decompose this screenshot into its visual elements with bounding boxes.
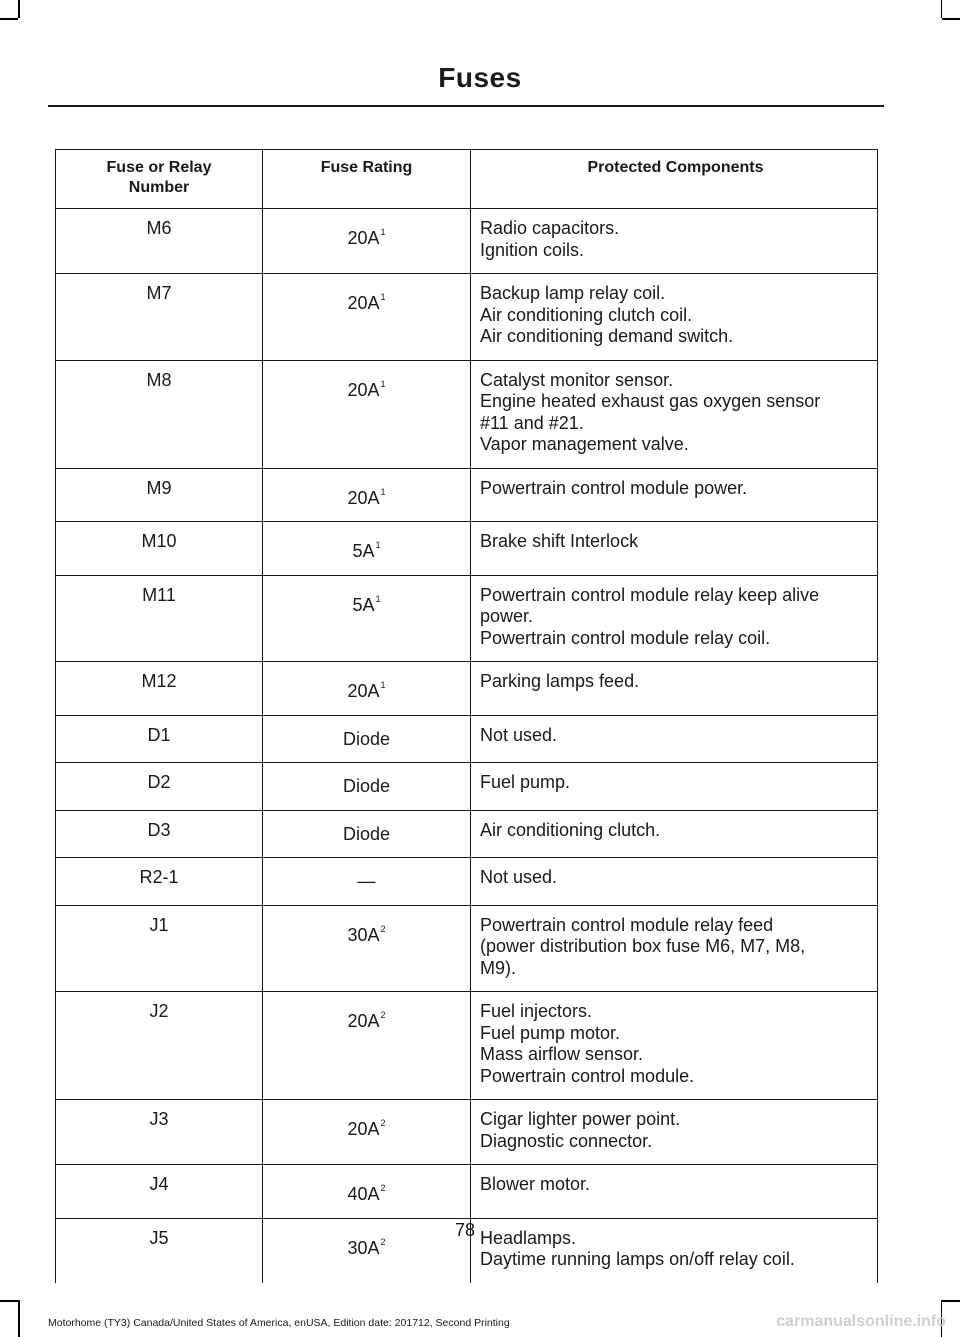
fuse-rating-cell [263, 905, 471, 992]
fuse-rating-cell [263, 575, 471, 662]
component-line: Catalyst monitor sensor. [480, 369, 674, 390]
fuse-table-body [56, 209, 878, 1283]
fuse-rating-value [352, 535, 380, 563]
table-row [56, 858, 878, 906]
component-line: power. [480, 606, 534, 626]
table-header-row [56, 150, 878, 209]
fuse-number-cell: R2-1 [56, 858, 263, 906]
fuse-rating-text: — [357, 871, 376, 891]
fuse-number-cell: M10 [56, 522, 263, 576]
footnote-marker: 1 [380, 680, 386, 690]
component-line: Cigar lighter power point. [480, 1109, 681, 1129]
fuse-rating-value [347, 222, 385, 250]
component-line: #11 and #21. [480, 412, 584, 433]
footnote-marker: 2 [380, 1183, 386, 1193]
fuse-rating-value [347, 1178, 385, 1206]
fuse-number-cell: M6 [56, 209, 263, 274]
fuse-rating-text: 5A [352, 541, 375, 561]
component-line: Daytime running lamps on/off relay coil. [480, 1249, 795, 1269]
fuse-rating-text: 20A [347, 681, 380, 701]
fuse-rating-value [347, 374, 385, 402]
crop-mark [0, 18, 18, 20]
table-row [56, 360, 878, 468]
table-row [56, 992, 878, 1100]
table-row [56, 1100, 878, 1165]
fuse-rating-text: 5A [352, 594, 375, 615]
footnote-marker: 2 [380, 1236, 386, 1247]
fuse-number-cell: M9 [56, 468, 263, 522]
protected-components-cell [471, 209, 878, 274]
fuse-number-cell: M12 [56, 662, 263, 716]
footnote-marker: 2 [380, 923, 386, 934]
fuse-rating-value [343, 776, 390, 798]
fuse-rating-value [352, 589, 380, 617]
fuse-rating-value [347, 919, 385, 947]
edition-footer: Motorhome (TY3) Canada/United States of America, enUSA, Edition date: 201712, Second Printing [48, 1317, 510, 1329]
protected-components-cell [471, 274, 878, 361]
fuse-number-cell: M7 [56, 274, 263, 361]
footnote-marker: 1 [380, 227, 386, 237]
component-line: Fuel pump. [480, 772, 571, 792]
protected-components-cell [471, 468, 878, 522]
fuse-rating-value [358, 871, 376, 893]
component-line: Radio capacitors. [480, 218, 620, 238]
page-number: 78 [454, 1220, 476, 1240]
protected-components-cell [471, 905, 878, 992]
component-line: Fuel injectors. [480, 1001, 593, 1021]
component-line: Diagnostic connector. [480, 1130, 653, 1151]
fuse-rating-text: Diode [342, 776, 391, 796]
fuse-rating-text: 30A [347, 924, 380, 945]
protected-components-cell [471, 1165, 878, 1219]
crop-mark [18, 0, 20, 18]
table-row [56, 522, 878, 576]
title-divider [48, 105, 884, 107]
fuse-rating-text: 20A [347, 1119, 380, 1139]
fuse-number-cell: J3 [56, 1100, 263, 1165]
component-line: Not used. [480, 867, 558, 887]
component-line: M9). [480, 957, 516, 978]
component-line: Backup lamp relay coil. [480, 283, 666, 303]
component-line: Engine heated exhaust gas oxygen sensor [480, 391, 821, 411]
fuse-rating-cell [263, 715, 471, 763]
fuse-rating-text: 20A [347, 293, 380, 313]
fuse-number-cell: M11 [56, 575, 263, 662]
fuse-rating-text: 20A [347, 487, 380, 508]
table-row [56, 715, 878, 763]
fuse-rating-value [347, 482, 385, 510]
fuse-number-cell: D2 [56, 763, 263, 811]
fuse-table [55, 149, 878, 1283]
fuse-rating-value [347, 287, 385, 315]
fuse-rating-cell [263, 522, 471, 576]
fuse-rating-text: 40A [347, 1184, 380, 1204]
fuse-rating-cell [263, 810, 471, 858]
fuse-rating-text: Diode [342, 823, 391, 844]
fuse-rating-cell [263, 360, 471, 468]
component-line: Headlamps. [480, 1227, 577, 1248]
fuse-rating-cell [263, 1165, 471, 1219]
crop-mark [18, 1300, 20, 1337]
header-protected-components: Protected Components [471, 150, 878, 209]
component-line: (power distribution box fuse M6, M7, M8, [480, 936, 806, 956]
fuse-number-cell: J4 [56, 1165, 263, 1219]
footnote-marker: 2 [380, 1118, 386, 1128]
component-line: Powertrain control module power. [480, 477, 748, 498]
page-title: Fuses [438, 62, 522, 93]
component-line: Air conditioning clutch. [480, 819, 661, 840]
fuse-rating-text: 20A [347, 228, 380, 248]
footnote-marker: 2 [380, 1010, 386, 1020]
table-row [56, 763, 878, 811]
crop-mark [942, 1300, 960, 1302]
fuse-number-cell: D1 [56, 715, 263, 763]
footnote-marker: 1 [380, 486, 386, 497]
fuse-rating-text: 20A [347, 1011, 380, 1031]
crop-mark [0, 1300, 18, 1302]
fuse-rating-cell [263, 468, 471, 522]
watermark: carmanualsonline.info [776, 1313, 946, 1330]
fuse-rating-cell [263, 1100, 471, 1165]
component-line: Powertrain control module relay keep alive [480, 584, 820, 605]
fuse-rating-value [347, 675, 385, 703]
component-line: Powertrain control module relay coil. [480, 627, 771, 648]
fuse-rating-text: 20A [347, 379, 380, 400]
component-line: Mass airflow sensor. [480, 1044, 644, 1064]
fuse-rating-text: 30A [347, 1237, 380, 1258]
crop-mark [942, 18, 960, 20]
fuse-rating-cell [263, 274, 471, 361]
component-line: Fuel pump motor. [480, 1022, 621, 1043]
fuse-number-cell: J5 [56, 1218, 263, 1283]
table-row [56, 810, 878, 858]
protected-components-cell [471, 522, 878, 576]
fuse-number-cell: J2 [56, 992, 263, 1100]
component-line: Ignition coils. [480, 239, 585, 260]
component-line: Air conditioning clutch coil. [480, 304, 693, 325]
protected-components-cell [471, 360, 878, 468]
footnote-marker: 1 [380, 292, 386, 302]
fuse-rating-cell [263, 209, 471, 274]
component-line: Not used. [480, 724, 558, 745]
footnote-marker: 1 [375, 593, 381, 604]
fuse-rating-cell [263, 858, 471, 906]
fuse-number-cell: D3 [56, 810, 263, 858]
header-fuse-rating: Fuse Rating [263, 150, 471, 209]
protected-components-cell [471, 992, 878, 1100]
component-line: Powertrain control module. [480, 1065, 695, 1086]
fuse-rating-value [347, 1005, 385, 1033]
component-line: Vapor management valve. [480, 434, 689, 454]
table-row [56, 575, 878, 662]
fuse-number-cell: M8 [56, 360, 263, 468]
table-row [56, 662, 878, 716]
fuse-rating-cell [263, 763, 471, 811]
footnote-marker: 1 [375, 540, 381, 550]
component-line: Powertrain control module relay feed [480, 914, 774, 935]
fuse-number-cell: J1 [56, 905, 263, 992]
protected-components-cell [471, 1100, 878, 1165]
fuse-rating-cell [263, 662, 471, 716]
fuse-rating-text: Diode [342, 728, 391, 749]
table-row [56, 209, 878, 274]
protected-components-cell [471, 662, 878, 716]
table-row [56, 905, 878, 992]
protected-components-cell [471, 715, 878, 763]
fuse-rating-value [343, 729, 390, 751]
component-line: Air conditioning demand switch. [480, 326, 734, 346]
table-row [56, 1165, 878, 1219]
fuse-rating-value [343, 824, 390, 846]
header-fuse-number: Fuse or Relay Number [56, 150, 263, 209]
table-row [56, 274, 878, 361]
fuse-rating-value [347, 1113, 385, 1141]
protected-components-cell [471, 575, 878, 662]
crop-mark [941, 0, 943, 18]
component-line: Parking lamps feed. [480, 671, 640, 691]
component-line: Brake shift Interlock [480, 531, 639, 551]
component-line: Blower motor. [480, 1174, 591, 1194]
table-row [56, 468, 878, 522]
fuse-rating-cell [263, 992, 471, 1100]
protected-components-cell [471, 763, 878, 811]
protected-components-cell [471, 810, 878, 858]
protected-components-cell [471, 858, 878, 906]
footnote-marker: 1 [380, 378, 386, 389]
